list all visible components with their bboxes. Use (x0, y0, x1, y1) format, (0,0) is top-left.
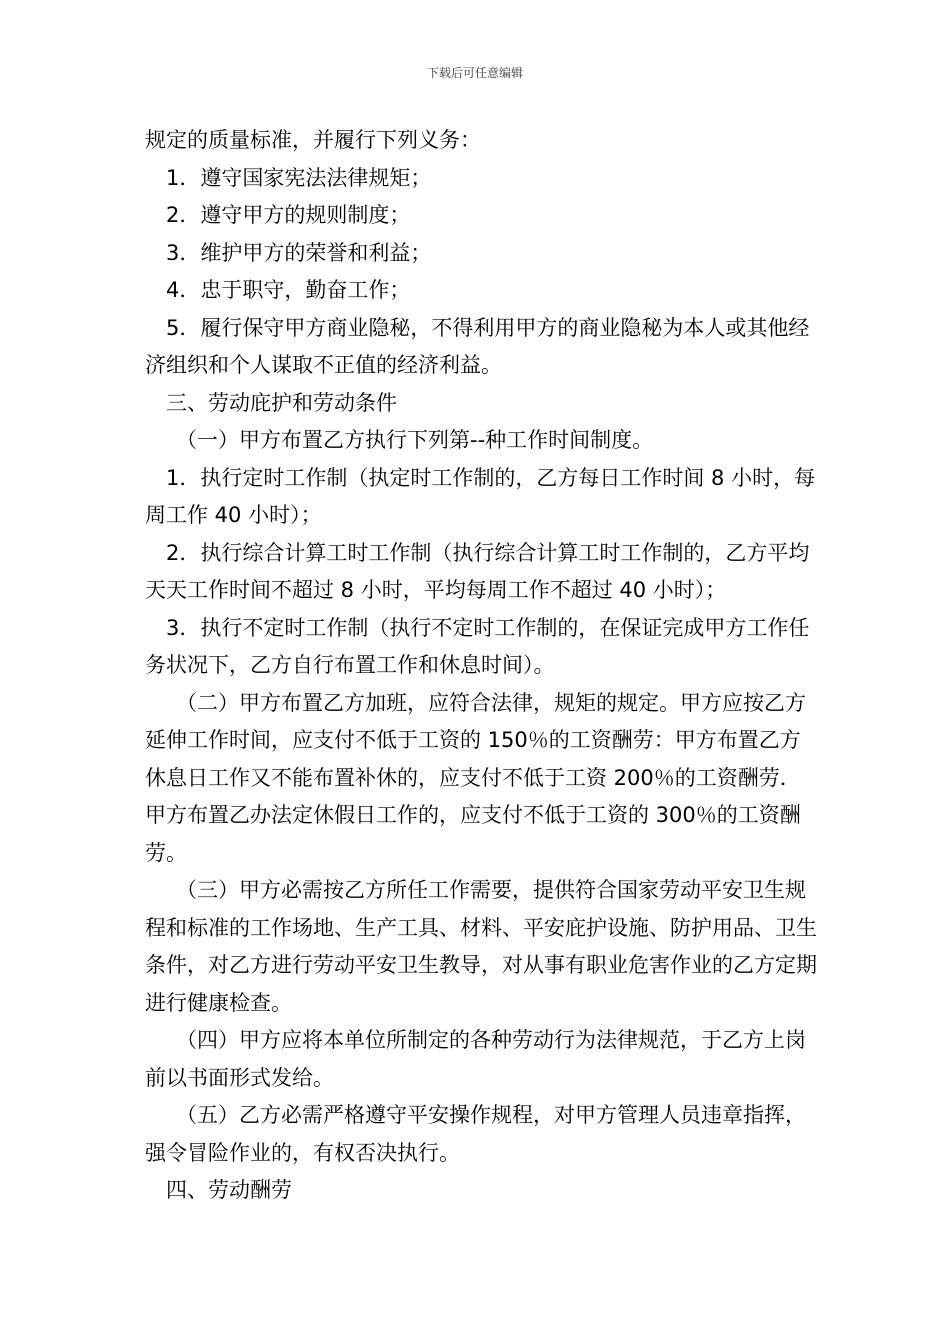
paragraph-3-2: （二）甲方布置乙方加班，应符合法律，规矩的规定。甲方应按乙方延伸工作时间，应支付不低于工资的 150％的工资酬劳：甲方布置乙方休息日工作又不能布置补休的，应支付不低于工资 200％的工资酬劳．甲方布置乙办法定休假日工作的，应支付不低于工资的 300％的工资酬劳。 (145, 690, 806, 865)
section-heading-4: 四、劳动酬劳 (166, 1178, 292, 1202)
paragraph-3-4: （四）甲方应将本单位所制定的各种劳动行为法律规范，于乙方上岗前以书面形式发给。 (145, 1028, 806, 1090)
paragraph-obligation-5: 5．履行保守甲方商业隐秘，不得利用甲方的商业隐秘为本人或其他经济组织和个人谋取不正值的经济利益。 (145, 315, 810, 377)
paragraph-obligation-2: 2．遵守甲方的规则制度； (166, 203, 411, 227)
paragraph-3-1: （一）甲方布置乙方执行下列第--种工作时间制度。 (176, 428, 654, 452)
paragraph-work-time-3: 3．执行不定时工作制（执行不定时工作制的，在保证完成甲方工作任务状况下，乙方自行布置工作和休息时间）。 (145, 615, 810, 677)
paragraph-obligation-1: 1．遵守国家宪法法律规矩； (166, 165, 432, 190)
paragraph-work-time-2: 2．执行综合计算工时工作制（执行综合计算工时工作制的，乙方平均天天工作时间不超过 8 小时，平均每周工作不超过 40 小时）； (145, 540, 810, 602)
document-body (145, 122, 820, 1210)
paragraph-obligation-3: 3．维护甲方的荣誉和利益； (166, 240, 432, 265)
paragraph-work-time-1: 1．执行定时工作制（执定时工作制的，乙方每日工作时间 8 小时，每周工作 40 小时）； (145, 465, 816, 527)
paragraph-3-5: （五）乙方必需严格遵守平安操作规程，对甲方管理人员违章指挥，强令冒险作业的，有权否决执行。 (145, 1103, 806, 1165)
paragraph-obligation-4: 4．忠于职守，勤奋工作； (166, 278, 411, 302)
paragraph-3-3: （三）甲方必需按乙方所任工作需要，提供符合国家劳动平安卫生规程和标准的工作场地、生产工具、材料、平安庇护设施、防护用品、卫生条件，对乙方进行劳动平安卫生教导，对从事有职业危害作业的乙方定期进行健康检查。 (145, 878, 817, 1015)
page-header: 下载后可任意编辑 (426, 66, 523, 80)
section-heading-3: 三、劳动庇护和劳动条件 (166, 390, 397, 415)
paragraph-obligations-intro: 规定的质量标准，并履行下列义务： (145, 128, 481, 152)
